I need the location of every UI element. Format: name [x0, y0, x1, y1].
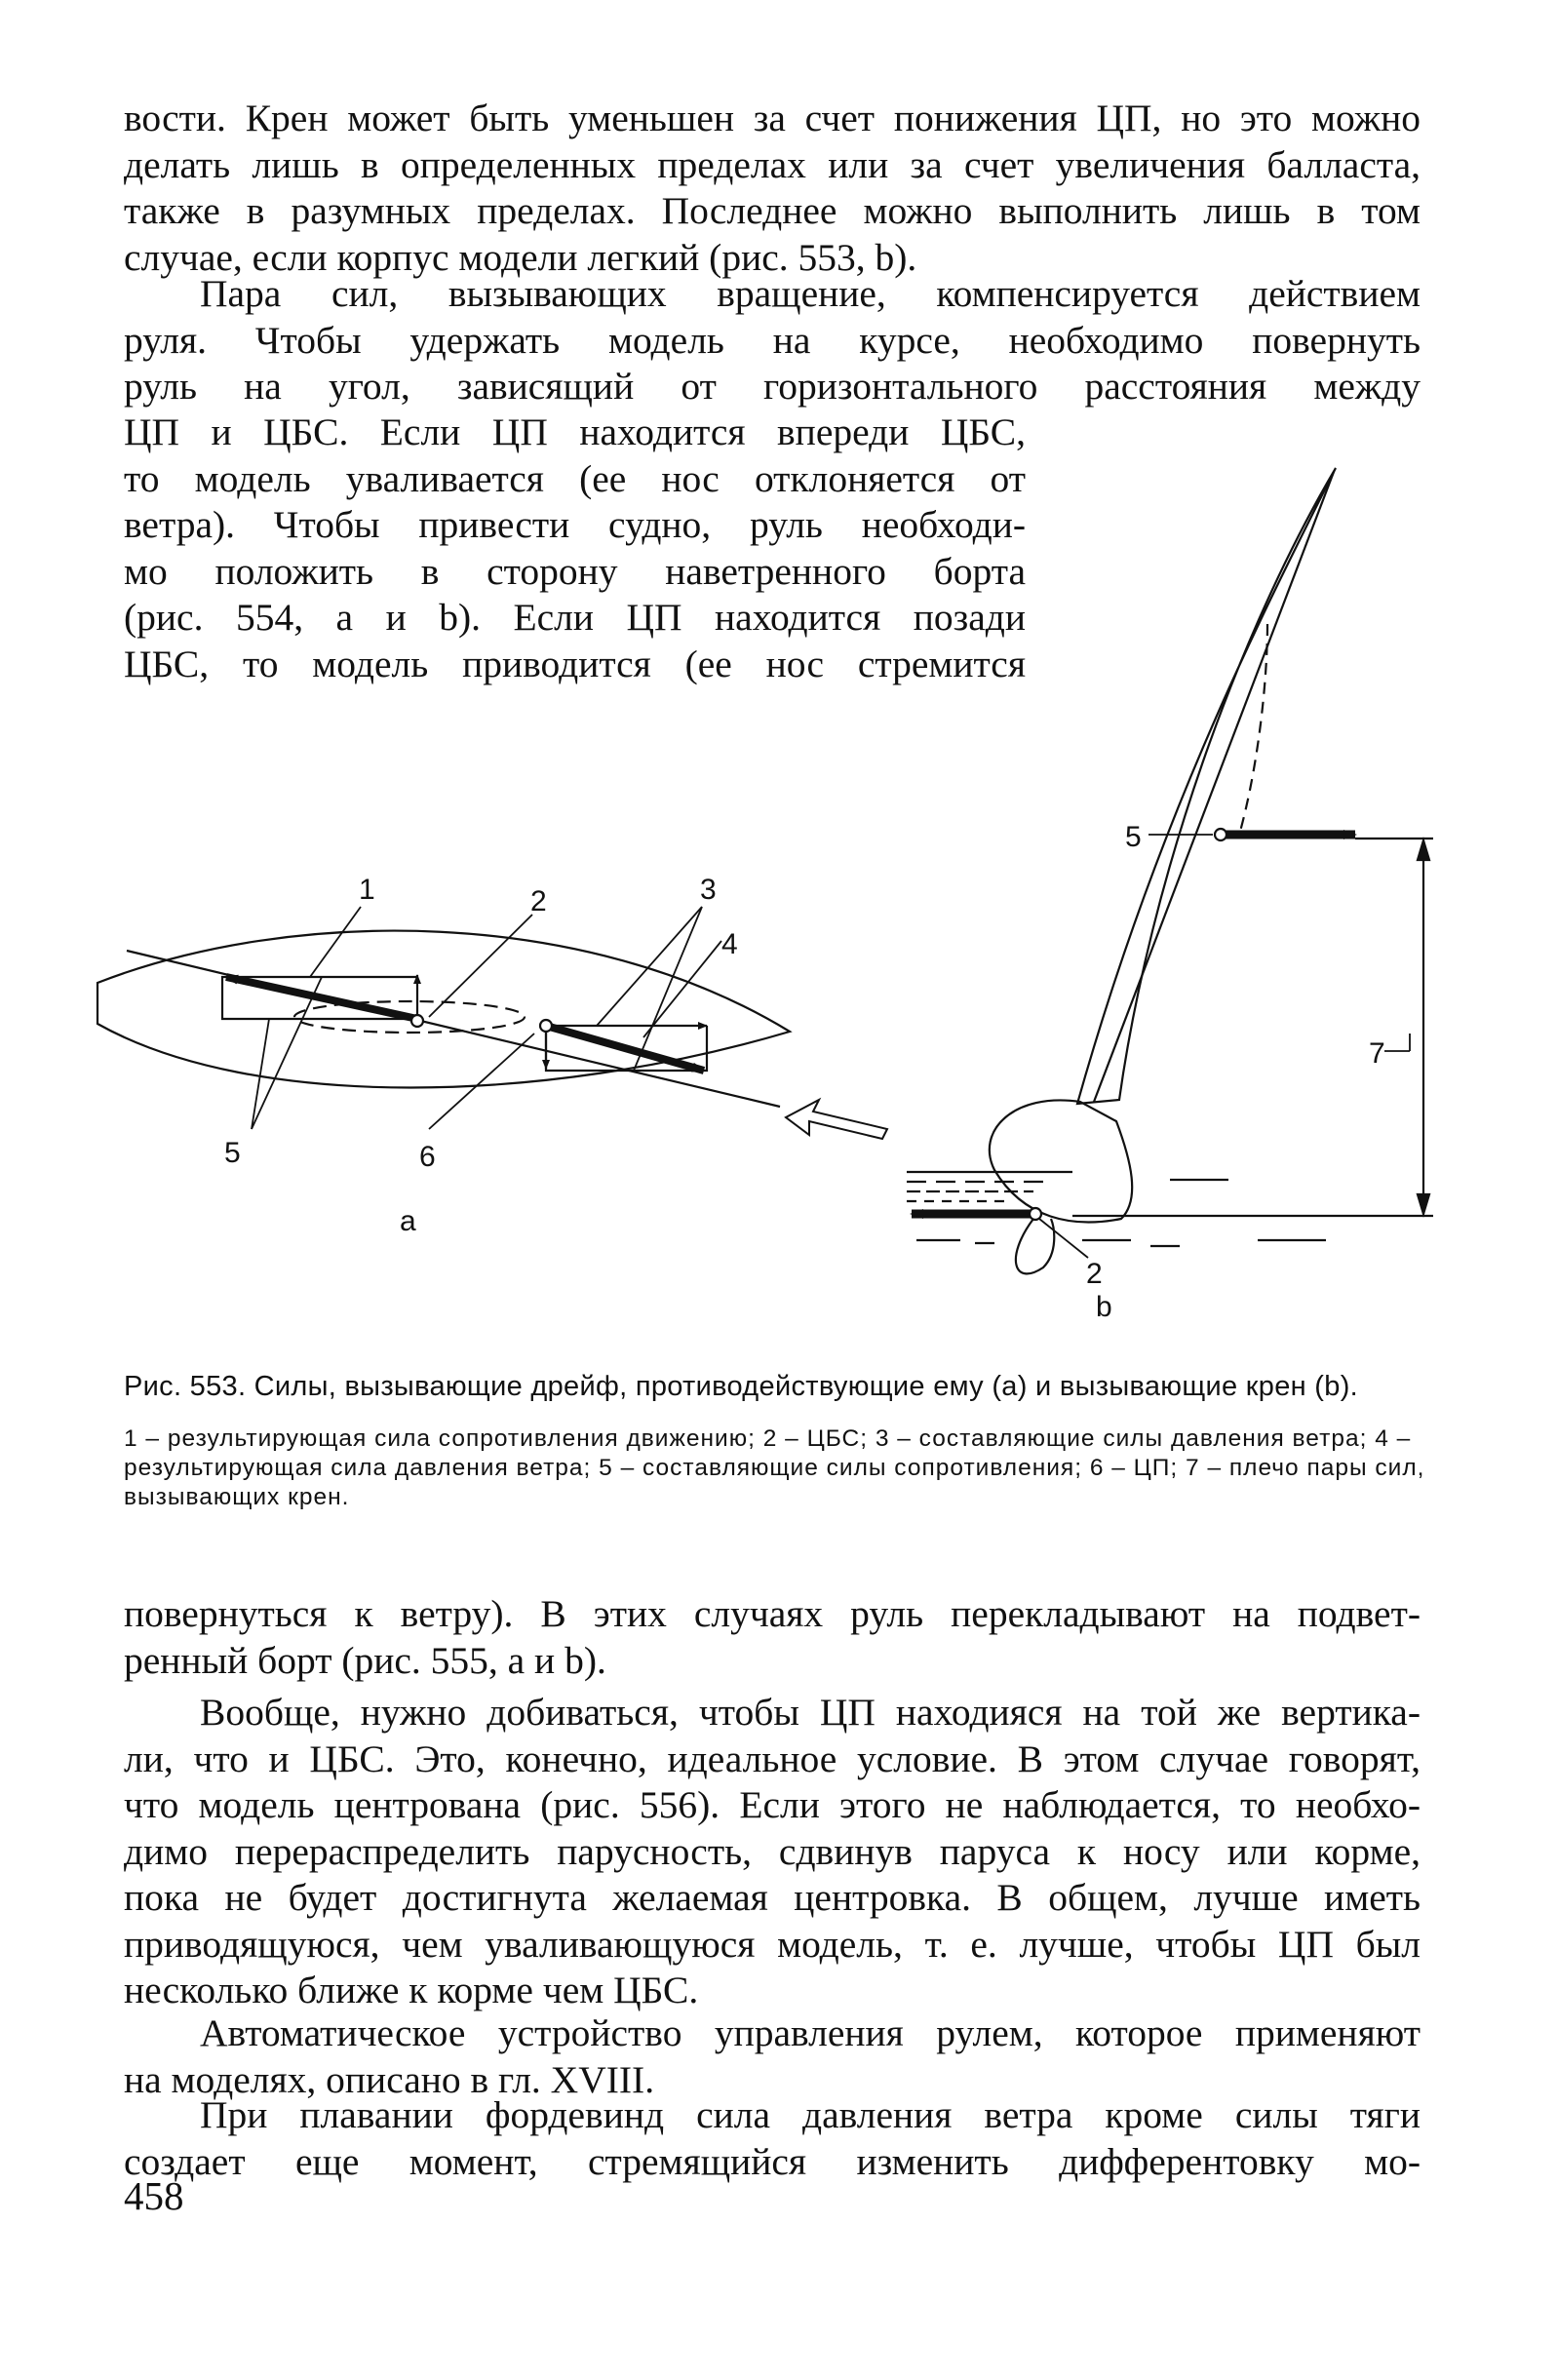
- text-line: ЦБС, то модель приводится (ее нос стремится: [124, 642, 1026, 685]
- text-line: создает еще момент, стремящийся изменить дифферентовку мо-: [124, 2139, 1421, 2183]
- resultant-resistance-arrow: [226, 977, 417, 1019]
- text-line: ли, что и ЦБС. Это, конечно, идеальное условие. В этом случае говорят,: [124, 1736, 1421, 1780]
- sail: [1077, 468, 1336, 1104]
- course-line: [127, 951, 780, 1107]
- wind-arrow: [786, 1100, 887, 1139]
- label-a-1: 1: [359, 874, 375, 906]
- text-line: приводящуюся, чем уваливающуюся модель, т. е. лучше, чтобы ЦП был: [124, 1922, 1421, 1966]
- text-line: случае, если корпус модели легкий (рис. 553, b).: [124, 235, 917, 279]
- text-line: пока не будет достигнута желаемая центровка. В общем, лучше иметь: [124, 1876, 1421, 1919]
- page-number: 458: [124, 2173, 184, 2218]
- text-line: также в разумных пределах. Последнее можно выполнить лишь в том: [124, 189, 1421, 232]
- cp-point: [540, 1020, 552, 1032]
- text-line: мо положить в сторону наветренного борта: [124, 549, 1026, 593]
- figure-a-hull-plan: [97, 907, 887, 1139]
- mast: [1094, 472, 1334, 1102]
- figure-b-labels: [1086, 821, 1385, 1323]
- label-a-sub: a: [400, 1205, 416, 1237]
- label-a-3: 3: [700, 874, 717, 906]
- label-a-4: 4: [721, 928, 738, 960]
- text-line: делать лишь в определенных пределах или за счет увеличения балласта,: [124, 142, 1421, 186]
- label-a-6: 6: [419, 1141, 436, 1173]
- paragraph-after-figure: [124, 1591, 1421, 1684]
- label-a-5: 5: [224, 1137, 241, 1169]
- text-line: ЦП и ЦБС. Если ЦП находится впереди ЦБС,: [124, 410, 1026, 453]
- cbs-point: [411, 1015, 423, 1027]
- label-a-2: 2: [530, 885, 547, 917]
- figure-caption: [124, 1370, 1430, 1512]
- text-line: Автоматическое устройство управления рулем, которое применяют: [200, 2011, 1421, 2054]
- text-line: на моделях, описано в гл. XVIII.: [124, 2057, 655, 2101]
- text-line: При плавании фордевинд сила давления ветра кроме силы тяги: [200, 2093, 1421, 2136]
- text-line: то модель уваливается (ее нос отклоняется от: [124, 456, 1026, 500]
- paragraph-autopilot: [124, 2010, 1421, 2103]
- text-line: вости. Крен может быть уменьшен за счет понижения ЦП, но это можно: [124, 97, 1421, 139]
- paragraph-running: [124, 2092, 1421, 2185]
- text-line: Пара сил, вызывающих вращение, компенсируется действием: [200, 272, 1421, 315]
- text-line: ветра). Чтобы привести судно, руль необходи-: [124, 503, 1026, 546]
- hull-section: [990, 1100, 1132, 1222]
- text-line: руль на угол, зависящий от горизонтального расстояния между: [124, 365, 1421, 408]
- caption-legend: 1 – результирующая сила сопротивления движению; 2 – ЦБС; 3 – составляющие силы давления ветра; 4 – результирующая сила давления ветра; 5 – составляющие силы сопротивления; 6 – ЦП; 7 – плечо пары сил, вызывающих крен.: [124, 1425, 1425, 1510]
- text-line: повернуться к ветру). В этих случаях руль перекладывают на подвет-: [124, 1592, 1421, 1635]
- text-line: ренный борт (рис. 555, а и b).: [124, 1638, 606, 1682]
- text-line: димо перераспределить парусность, сдвинув паруса к носу или корме,: [124, 1829, 1421, 1873]
- text-line: Вообще, нужно добиваться, чтобы ЦП находияся на той же вертика-: [200, 1691, 1421, 1734]
- label-b-5: 5: [1125, 821, 1142, 853]
- paragraph-centering: [124, 1690, 1421, 2014]
- text-line: что модель центрована (рис. 556). Если этого не наблюдается, то необхо-: [124, 1783, 1421, 1826]
- resultant-wind-arrow: [546, 1026, 704, 1071]
- text-line: руля. Чтобы удержать модель на курсе, необходимо повернуть: [124, 318, 1421, 362]
- label-b-7: 7: [1369, 1037, 1385, 1070]
- label-b-sub: b: [1096, 1291, 1112, 1323]
- caption-title: Рис. 553. Силы, вызывающие дрейф, противодействующие ему (a) и вызывающие крен (b).: [124, 1371, 1359, 1402]
- text-line: (рис. 554, а и b). Если ЦП находится позади: [124, 596, 1026, 639]
- figure-b-heeled-boat: [907, 468, 1433, 1273]
- text-line: несколько ближе к корме чем ЦБС.: [124, 1969, 699, 2011]
- label-b-2: 2: [1086, 1258, 1103, 1290]
